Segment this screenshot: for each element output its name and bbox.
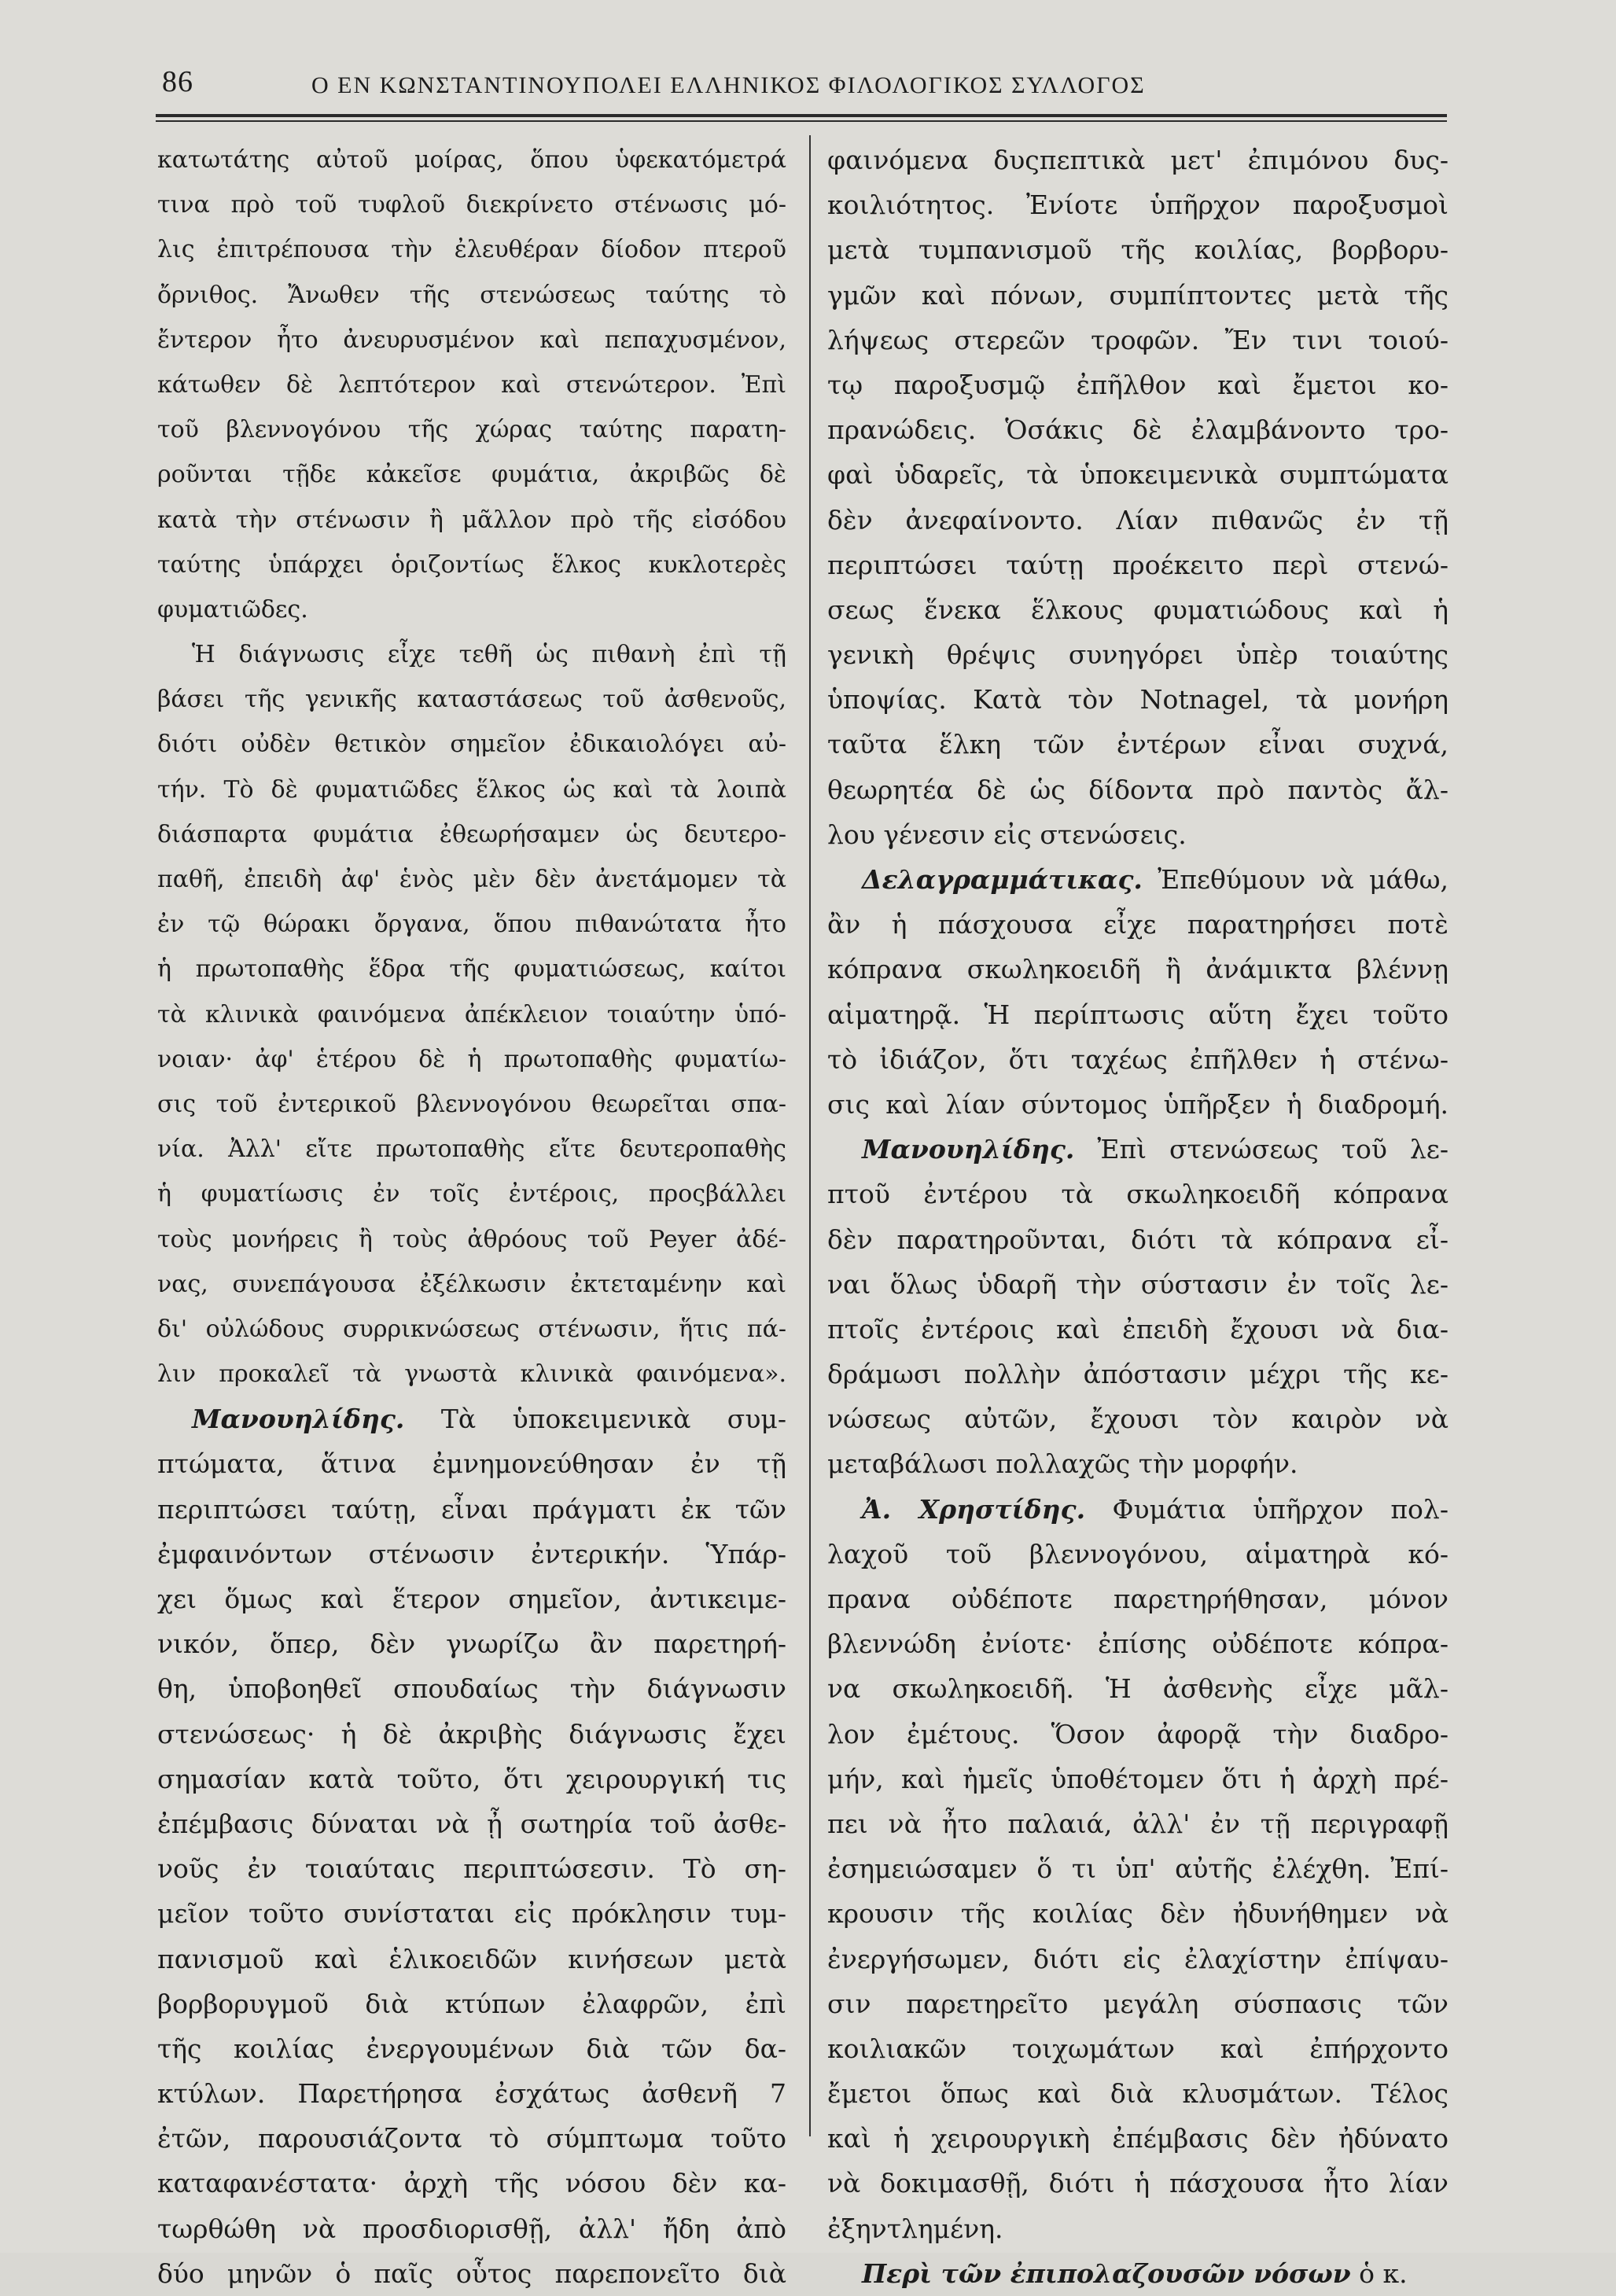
text-line: σις τοῦ ἐντερικοῦ βλεννογόνου θεωρεῖται σπα-	[157, 1090, 786, 1118]
text-line: νας, συνεπάγουσα ἐξέλκωσιν ἐκτεταμένην καὶ	[157, 1270, 786, 1298]
text-line: ὄρνιθος. Ἄνωθεν τῆς στενώσεως ταύτης τὸ	[157, 281, 786, 309]
text-line: Περὶ τῶν ἐπιπολαζουσῶν νόσων ὁ κ.	[862, 2257, 1408, 2289]
text-line: τῳ παροξυσμῷ ἐπῆλθον καὶ ἔμετοι κο-	[827, 369, 1449, 400]
text-line: πτοῦ ἐντέρου τὰ σκωληκοειδῆ κόπρανα	[827, 1179, 1449, 1210]
text-line: λου γένεσιν εἰς στενώσεις.	[827, 819, 1187, 850]
speaker-name: Μανουηλίδης.	[192, 1404, 405, 1435]
text-line: τοὺς μονήρεις ἢ τοὺς ἀθρόους τοῦ Peyer ἀδέ-	[157, 1225, 786, 1253]
text-line: παθῆ, ἐπειδὴ ἀφ' ἑνὸς μὲν δὲν ἀνετάμομεν τὰ	[157, 866, 786, 893]
text-line: ἐνεργήσωμεν, διότι εἰς ἐλαχίστην ἐπίψαυ-	[827, 1943, 1449, 1974]
text-line: ταῦτα ἕλκη τῶν ἐντέρων εἶναι συχνά,	[827, 729, 1449, 760]
text-line: δὲν ἀνεφαίνοντο. Λίαν πιθανῶς ἐν τῇ	[827, 504, 1449, 535]
text-line: τήν. Τὸ δὲ φυματιῶδες ἕλκος ὡς καὶ τὰ λοιπὰ	[157, 775, 786, 804]
text-line: κατὰ τὴν στένωσιν ἢ μᾶλλον πρὸ τῆς εἰσόδου	[157, 506, 786, 534]
text-line: διότι οὐδὲν θετικὸν σημεῖον ἐδικαιολόγει αὐ-	[157, 730, 786, 759]
text-line: Δελαγραμμάτικας. Ἐπεθύμουν νὰ μάθω,	[862, 864, 1449, 895]
text-line: πρανα οὐδέποτε παρετηρήθησαν, μόνον	[827, 1584, 1449, 1614]
text-line: Ἡ διάγνωσις εἶχε τεθῆ ὡς πιθανὴ ἐπὶ τῇ	[192, 641, 786, 669]
text-line: νὰ δοκιμασθῇ, διότι ἡ πάσχουσα ἦτο λίαν	[827, 2168, 1449, 2199]
text-line: τινα πρὸ τοῦ τυφλοῦ διεκρίνετο στένωσις μό-	[157, 191, 786, 219]
text-line: καὶ ἡ χειρουργικὴ ἐπέμβασις δὲν ἠδύνατο	[827, 2123, 1449, 2154]
text-line: λιν προκαλεῖ τὰ γνωστὰ κλινικὰ φαινόμενα».	[157, 1360, 786, 1389]
text-line: πει νὰ ἦτο παλαιά, ἀλλ' ἐν τῇ περιγραφῇ	[827, 1808, 1449, 1839]
page-number: 86	[162, 65, 193, 98]
speaker-name: Δελαγραμμάτικας.	[862, 864, 1143, 895]
page-header	[154, 64, 1444, 112]
text-line: μεῖον τοῦτο συνίσταται εἰς πρόκλησιν τυμ-	[157, 1898, 786, 1930]
running-title: Ο ΕΝ ΚΩΝΣΤΑΝΤΙΝΟΥΠΟΛΕΙ ΕΛΛΗΝΙΚΟΣ ΦΙΛΟΛΟΓΙΚΟΣ ΣΥΛΛΟΓΟΣ	[311, 72, 1146, 98]
text-line: ἂν ἡ πάσχουσα εἶχε παρατηρήσει ποτὲ	[827, 909, 1449, 940]
text-line: φαὶ ὑδαρεῖς, τὰ ὑποκειμενικὰ συμπτώματα	[827, 459, 1449, 491]
left-column	[157, 138, 786, 2296]
text-line: λήψεως στερεῶν τροφῶν. Ἔν τινι τοιού-	[827, 324, 1449, 355]
text-line: περιπτώσει ταύτῃ προέκειτο περὶ στενώ-	[827, 549, 1449, 580]
text-line: μεταβάλωσι πολλαχῶς τὴν μορφήν.	[827, 1448, 1298, 1480]
text-line: λον ἐμέτους. Ὅσον ἀφορᾷ τὴν διαδρο-	[827, 1718, 1449, 1750]
text-line: ἡ φυματίωσις ἐν τοῖς ἐντέροις, προςβάλλει	[157, 1180, 786, 1209]
speaker-name: Μανουηλίδης.	[862, 1134, 1075, 1165]
text-line: ἔμετοι ὅπως καὶ διὰ κλυσμάτων. Τέλος	[827, 2078, 1449, 2110]
text-line: νοῦς ἐν τοιαύταις περιπτώσεσιν. Τὸ ση-	[157, 1853, 786, 1885]
text-line: Μανουηλίδης. Ἐπὶ στενώσεως τοῦ λε-	[862, 1134, 1449, 1165]
text-line: σημασίαν κατὰ τοῦτο, ὅτι χειρουργική τις	[157, 1763, 786, 1794]
text-line: τοῦ βλεννογόνου τῆς χώρας ταύτης παρατη-	[157, 416, 786, 444]
text-line: γμῶν καὶ πόνων, συμπίπτοντες μετὰ τῆς	[827, 279, 1449, 311]
text-line: ἐπέμβασις δύναται νὰ ᾖ σωτηρία τοῦ ἀσθε-	[157, 1808, 786, 1839]
text-line: θη, ὑποβοηθεῖ σπουδαίως τὴν διάγνωσιν	[157, 1673, 786, 1705]
text-line: νώσεως αὐτῶν, ἔχουσι τὸν καιρὸν νὰ	[827, 1404, 1449, 1435]
text-line: Μανουηλίδης. Τὰ ὑποκειμενικὰ συμ-	[192, 1404, 786, 1435]
text-line: σιν παρετηρεῖτο μεγάλη σύσπασις τῶν	[827, 1988, 1449, 2019]
text-line: ταύτης ὑπάρχει ὁριζοντίως ἕλκος κυκλοτερὲς	[157, 550, 786, 579]
text-line: να σκωληκοειδῆ. Ἡ ἀσθενὴς εἶχε μᾶλ-	[827, 1673, 1449, 1705]
text-line: φυματιῶδες.	[157, 595, 308, 624]
text-line: μήν, καὶ ἡμεῖς ὑποθέτομεν ὅτι ἡ ἀρχὴ πρέ-	[827, 1763, 1449, 1794]
text-line: ὑποψίας. Κατὰ τὸν Notnagel, τὰ μονήρη	[827, 684, 1449, 716]
text-line: δύο μηνῶν ὁ παῖς οὗτος παρεπονεῖτο διὰ	[157, 2257, 786, 2289]
text-line: νικόν, ὅπερ, δὲν γνωρίζω ἂν παρετηρή-	[157, 1628, 786, 1660]
text-line: στενώσεως· ἡ δὲ ἀκριβὴς διάγνωσις ἔχει	[157, 1718, 786, 1750]
text-line: κοιλιότητος. Ἐνίοτε ὑπῆρχον παροξυσμοὶ	[827, 189, 1449, 221]
text-line: βάσει τῆς γενικῆς καταστάσεως τοῦ ἀσθενοῦς,	[157, 686, 786, 714]
text-line: ἡ πρωτοπαθὴς ἕδρα τῆς φυματιώσεως, καίτοι	[157, 955, 786, 984]
text-line: ἔντερον ἦτο ἀνευρυσμένον καὶ πεπαχυσμένον,	[157, 326, 786, 354]
text-line: πτοῖς ἐντέροις καὶ ἐπειδὴ ἔχουσι νὰ δια-	[827, 1313, 1449, 1345]
text-line: κρουσιν τῆς κοιλίας δὲν ἠδυνήθημεν νὰ	[827, 1898, 1449, 1930]
text-line: πτώματα, ἅτινα ἐμνημονεύθησαν ἐν τῇ	[157, 1448, 786, 1480]
text-line: νία. Ἀλλ' εἴτε πρωτοπαθὴς εἴτε δευτεροπαθὴς	[157, 1135, 786, 1164]
text-line: διάσπαρτα φυμάτια ἐθεωρήσαμεν ὡς δευτερο-	[157, 820, 786, 848]
text-line: τωρθώθη νὰ προσδιορισθῇ, ἀλλ' ἤδη ἀπὸ	[157, 2213, 786, 2244]
text-line: κτύλων. Παρετήρησα ἐσχάτως ἀσθενῆ 7	[157, 2078, 786, 2110]
text-line: ροῦνται τῇδε κἀκεῖσε φυμάτια, ἀκριβῶς δὲ	[157, 461, 786, 489]
text-line: δράμωσι πολλὴν ἀπόστασιν μέχρι τῆς κε-	[827, 1359, 1449, 1390]
header-rule-thin	[156, 120, 1447, 122]
text-line: φαινόμενα δυςπεπτικὰ μετ' ἐπιμόνου δυς-	[827, 145, 1449, 175]
text-line: πανισμοῦ καὶ ἑλικοειδῶν κινήσεων μετὰ	[157, 1943, 786, 1974]
text-line: Ἀ. Χρηστίδης. Φυμάτια ὑπῆρχον πολ-	[862, 1493, 1449, 1525]
text-line: κατωτάτης αὐτοῦ μοίρας, ὅπου ὑφεκατόμετρά	[157, 146, 786, 174]
text-line: δι' οὐλώδους συρρικνώσεως στένωσιν, ἥτις πά-	[157, 1315, 786, 1343]
text-line: σις καὶ λίαν σύντομος ὑπῆρξεν ἡ διαδρομή.	[827, 1088, 1449, 1120]
text-line: λαχοῦ τοῦ βλεννογόνου, αἱματηρὰ κό-	[827, 1538, 1449, 1569]
text-line: χει ὅμως καὶ ἕτερον σημεῖον, ἀντικειμε-	[157, 1584, 786, 1614]
text-line: πρανώδεις. Ὁσάκις δὲ ἐλαμβάνοντο τρο-	[827, 414, 1449, 446]
text-line: ναι ὅλως ὑδαρῆ τὴν σύστασιν ἐν τοῖς λε-	[827, 1268, 1449, 1300]
text-line: τὸ ἰδιάζον, ὅτι ταχέως ἐπῆλθεν ἡ στένω-	[827, 1043, 1449, 1075]
header-rule	[156, 114, 1447, 117]
text-line: ἐσημειώσαμεν ὅ τι ὑπ' αὐτῆς ἐλέχθη. Ἐπί-	[827, 1853, 1449, 1885]
text-line: θεωρητέα δὲ ὡς δίδοντα πρὸ παντὸς ἄλ-	[827, 774, 1449, 805]
text-line: ἐξηντλημένη.	[827, 2213, 1003, 2244]
text-line: κόπρανα σκωληκοειδῆ ἢ ἀνάμικτα βλέννῃ	[827, 954, 1449, 985]
text-line: βλεννώδη ἐνίοτε· ἐπίσης οὐδέποτε κόπρα-	[827, 1628, 1449, 1660]
text-line: σεως ἕνεκα ἕλκους φυματιώδους καὶ ἡ	[827, 594, 1449, 625]
text-line: νοιαν· ἀφ' ἑτέρου δὲ ἡ πρωτοπαθὴς φυματίω-	[157, 1045, 786, 1073]
text-line: καταφανέστατα· ἀρχὴ τῆς νόσου δὲν κα-	[157, 2168, 786, 2199]
text-line: τὰ κλινικὰ φαινόμενα ἀπέκλειον τοιαύτην ὑπό-	[157, 1000, 786, 1028]
speaker-name: Ἀ. Χρηστίδης.	[862, 1493, 1086, 1525]
text-line: κοιλιακῶν τοιχωμάτων καὶ ἐπήρχοντο	[827, 2033, 1449, 2064]
text-line: ἐτῶν, παρουσιάζοντα τὸ σύμπτωμα τοῦτο	[157, 2123, 786, 2154]
text-line: αἱματηρᾷ. Ἡ περίπτωσις αὕτη ἔχει τοῦτο	[827, 999, 1449, 1030]
text-line: ἐμφαινόντων στένωσιν ἐντερικήν. Ὑπάρ-	[157, 1538, 786, 1569]
right-column	[827, 138, 1449, 2296]
text-line: μετὰ τυμπανισμοῦ τῆς κοιλίας, βορβορυ-	[827, 234, 1449, 266]
text-line: βορβορυγμοῦ διὰ κτύπων ἐλαφρῶν, ἐπὶ	[157, 1988, 786, 2019]
text-line: τῆς κοιλίας ἐνεργουμένων διὰ τῶν δα-	[157, 2033, 786, 2064]
text-line: ἐν τῷ θώρακι ὄργανα, ὅπου πιθανώτατα ἦτο	[157, 911, 786, 939]
column-divider	[809, 135, 811, 2136]
speaker-name: Περὶ τῶν ἐπιπολαζουσῶν νόσων	[862, 2257, 1351, 2289]
text-line: δὲν παρατηροῦνται, διότι τὰ κόπρανα εἶ-	[827, 1223, 1449, 1255]
text-line: γενικὴ θρέψις συνηγόρει ὑπὲρ τοιαύτης	[827, 639, 1449, 671]
text-line: κάτωθεν δὲ λεπτότερον καὶ στενώτερον. Ἐπὶ	[157, 370, 786, 399]
text-line: λις ἐπιτρέπουσα τὴν ἐλευθέραν δίοδον πτεροῦ	[157, 236, 786, 264]
text-line: περιπτώσει ταύτῃ, εἶναι πράγματι ἐκ τῶν	[157, 1493, 786, 1525]
